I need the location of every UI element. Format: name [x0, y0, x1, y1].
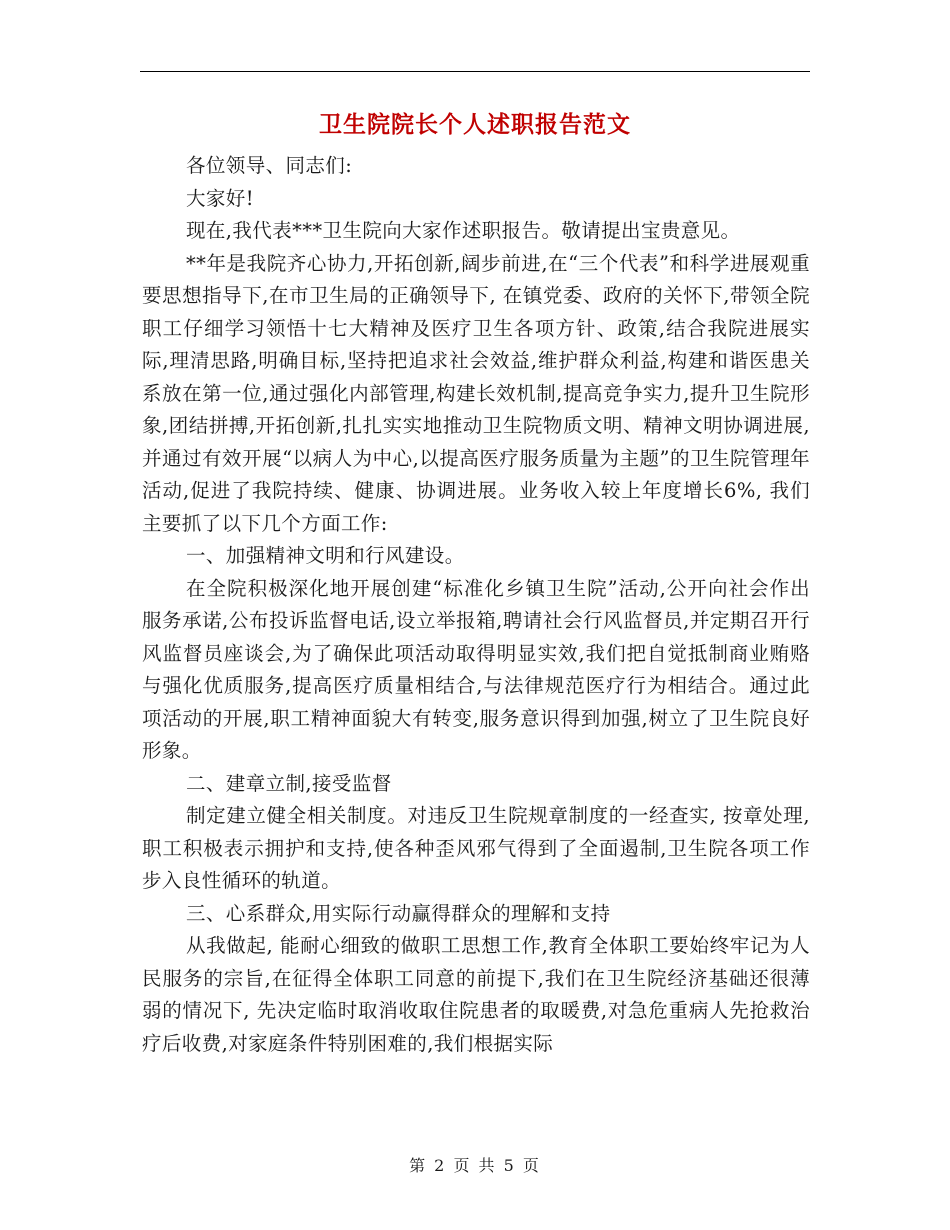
summary-paragraph: **年是我院齐心协力,开拓创新,阔步前进,在“三个代表”和科学进展观重要思想指导下,在市卫生局的正确领导下, 在镇党委、政府的关怀下,带领全院职工仔细学习领悟十七大精神及医疗卫生各项方针、政策,结合我院进展实际,理清思路,明确目标,坚持把追求社会效益,维护群众利益,构建和谐医患关系放在第一位,通过强化内部管理,构建长效机制,提高竞争实力,提升卫生院形象,团结拼搏,开拓创新,扎扎实实地推动卫生院物质文明、精神文明协调进展,并通过有效开展“以病人为中心,以提高医疗服务质量为主题”的卫生院管理年活动,促进了我院持续、健康、协调进展。业务收入较上年度增长6%, 我们主要抓了以下几个方面工作:	[142, 251, 810, 535]
section-paragraph-1: 在全院积极深化地开展创建“标准化乡镇卫生院”活动,公开向社会作出服务承诺,公布投诉监督电话,设立举报箱,聘请社会行风监督员,并定期召开行风监督员座谈会,为了确保此项活动取得明显实效,我们把自觉抵制商业贿赂与强化优质服务,提高医疗质量相结合,与法律规范医疗行为相结合。通过此项活动的开展,职工精神面貌大有转变,服务意识得到加强,树立了卫生院良好形象。	[142, 576, 810, 762]
salutation: 各位领导、同志们:	[186, 154, 353, 177]
section-heading-2: 二、建章立制,接受监督	[186, 771, 392, 795]
document-body	[142, 150, 810, 1060]
greeting: 大家好!	[186, 186, 254, 210]
section-paragraph-3: 从我做起, 能耐心细致的做职工思想工作,教育全体职工要始终牢记为人民服务的宗旨,在征得全体职工同意的前提下,我们在卫生院经济基础还很薄弱的情况下, 先决定临时取消收取住院患者的取暖费,对急危重病人先抢救治疗后收费,对家庭条件特别困难的,我们根据实际	[142, 934, 810, 1055]
section-paragraph-2: 制定建立健全相关制度。对违反卫生院规章制度的一经查实, 按章处理,职工积极表示拥护和支持,使各种歪风邪气得到了全面遏制,卫生院各项工作步入良性循环的轨道。	[142, 804, 810, 892]
section-heading-1: 一、加强精神文明和行风建设。	[186, 544, 465, 567]
section-heading-3: 三、心系群众,用实际行动赢得群众的理解和支持	[186, 901, 611, 925]
document-title: 卫生院院长个人述职报告范文	[319, 111, 631, 138]
header-rule	[140, 71, 810, 72]
intro-paragraph: 现在,我代表***卫生院向大家作述职报告。敬请提出宝贵意见。	[186, 219, 741, 242]
page-number: 第 2 页 共 5 页	[409, 1156, 541, 1175]
